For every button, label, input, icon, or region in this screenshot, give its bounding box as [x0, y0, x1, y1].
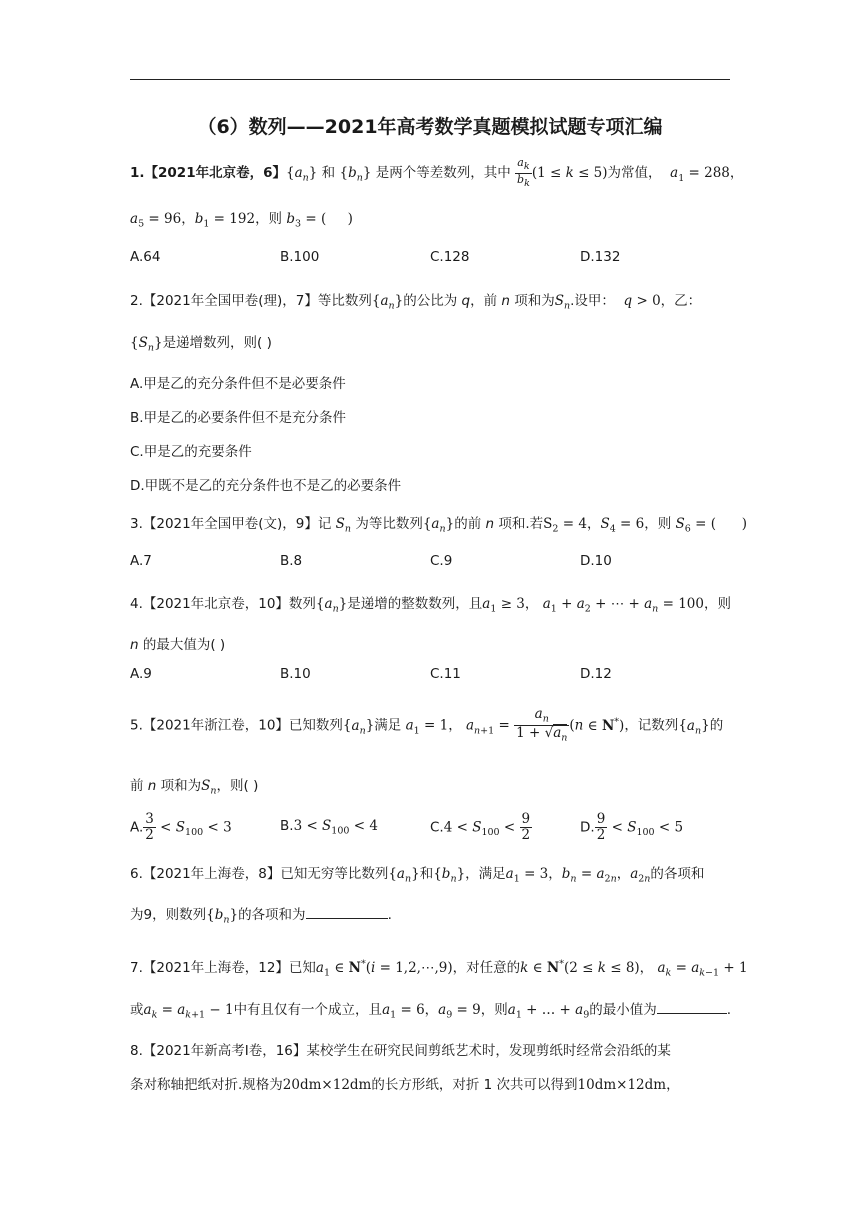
question-5-line-1: 5.【2021年浙江卷，10】已知数列$\{a_n\}$满足 $a_1 = 1$， $a_{n+1}$ = $\frac{a_n}{1 + √a_n}$ (n ∈ N*)，记数列$\{a_n\}$的	[130, 706, 724, 744]
q5-option-d[interactable]: D. $\frac{9}{2}$ < $S_{100} < 5$	[580, 811, 684, 843]
top-rule	[130, 79, 730, 80]
question-7-line-1: 7.【2021年上海卷，12】已知$a_1$ ∈ N*(i = 1,2,⋯,9)，对任意的k ∈ N*(2 ≤ k ≤ 8)， $a_k = a_{k-1} + 1$	[130, 958, 748, 979]
q2-option-c[interactable]: C.甲是乙的充要条件	[130, 444, 252, 460]
question-8-line-2: 条对称轴把纸对折.规格为20dm×12dm的长方形纸，对折 1 次共可以得到10dm×12dm，	[130, 1077, 680, 1093]
question-3-line-1: 3.【2021年全国甲卷(文)，9】记 $S_n$ 为等比数列$\{a_n\}$的前 n 项和.若$S_2 = 4$，$S_4 = 6$，则 $S_6$ = ( )	[130, 516, 747, 535]
q1-option-d[interactable]: D.132	[580, 249, 621, 265]
q1-prefix: 1.【2021年北京卷，6】	[130, 165, 286, 182]
q5-option-a[interactable]: A. $\frac{3}{2}$ < $S_{100} < 3$	[130, 811, 232, 843]
q3-option-b[interactable]: B.8	[280, 553, 303, 569]
q4-option-c[interactable]: C.11	[430, 666, 461, 682]
q3-option-a[interactable]: A.7	[130, 553, 152, 569]
question-4-line-2: n 的最大值为( )	[130, 637, 226, 653]
question-5-line-2: 前 n 项和为$S_n$，则( )	[130, 778, 259, 797]
question-2-line-2: $\{S_n\}$是递增数列，则( )	[130, 335, 272, 354]
question-6-line-2: 为9，则数列$\{b_n\}$的各项和为 .	[130, 907, 392, 926]
q2-option-d[interactable]: D.甲既不是乙的充分条件也不是乙的必要条件	[130, 478, 402, 494]
q3-option-c[interactable]: C.9	[430, 553, 453, 569]
q7-answer-blank[interactable]	[657, 1001, 727, 1014]
q2-option-a[interactable]: A.甲是乙的充分条件但不是必要条件	[130, 376, 346, 392]
q1-option-a[interactable]: A.64	[130, 249, 161, 265]
question-4-line-1: 4.【2021年北京卷，10】数列$\{a_n\}$是递增的整数数列，且$a_1 \ge 3$， $a_1 + a_2$ + ⋯ + $a_n = 100$，则	[130, 596, 731, 615]
question-1-line-1: 1.【2021年北京卷，6】$\{a_n\}$ 和 $\{b_n\}$ 是两个等差数列，其中 $\frac{a_k}{b_k}$ (1 ≤ k ≤ 5)为常值， $a_1 = 288$，	[130, 156, 744, 189]
q1-option-b[interactable]: B.100	[280, 249, 320, 265]
q5-option-b[interactable]: $B.3 < S_{100} < 4$	[280, 818, 378, 837]
question-6-line-1: 6.【2021年上海卷，8】已知无穷等比数列$\{a_n\}$和$\{b_n\}$，满足$a_1 = 3$，$b_n = a_{2n}$，$a_{2n}$的各项和	[130, 866, 705, 885]
q4-option-a[interactable]: A.9	[130, 666, 152, 682]
q2-option-b[interactable]: B.甲是乙的必要条件但不是充分条件	[130, 410, 347, 426]
q1-option-c[interactable]: C.128	[430, 249, 470, 265]
q5-option-c[interactable]: $C.4 < S_{100}$ < $\frac{9}{2}$	[430, 811, 531, 843]
question-1-line-2: $a_5 = 96$，$b_1 = 192$，则 $b_3$ = ( )	[130, 211, 353, 230]
q4-option-b[interactable]: B.10	[280, 666, 311, 682]
q6-answer-blank[interactable]	[306, 906, 388, 919]
question-8-line-1: 8.【2021年新高考Ⅰ卷，16】某校学生在研究民间剪纸艺术时，发现剪纸时经常会沿纸的某	[130, 1043, 671, 1059]
page-title: （6）数列——2021年高考数学真题模拟试题专项汇编	[197, 116, 663, 138]
q3-option-d[interactable]: D.10	[580, 553, 612, 569]
q4-option-d[interactable]: D.12	[580, 666, 612, 682]
question-7-line-2: 或$a_k = a_{k+1} - 1$中有且仅有一个成立，且$a_1 = 6$，$a_9 = 9$，则$a_1$ + … + $a_9$的最小值为 .	[130, 1002, 732, 1021]
question-2-line-1: 2.【2021年全国甲卷(理)，7】等比数列$\{a_n\}$的公比为 q，前 n 项和为$S_n$.设甲： q > 0，乙：	[130, 293, 702, 312]
